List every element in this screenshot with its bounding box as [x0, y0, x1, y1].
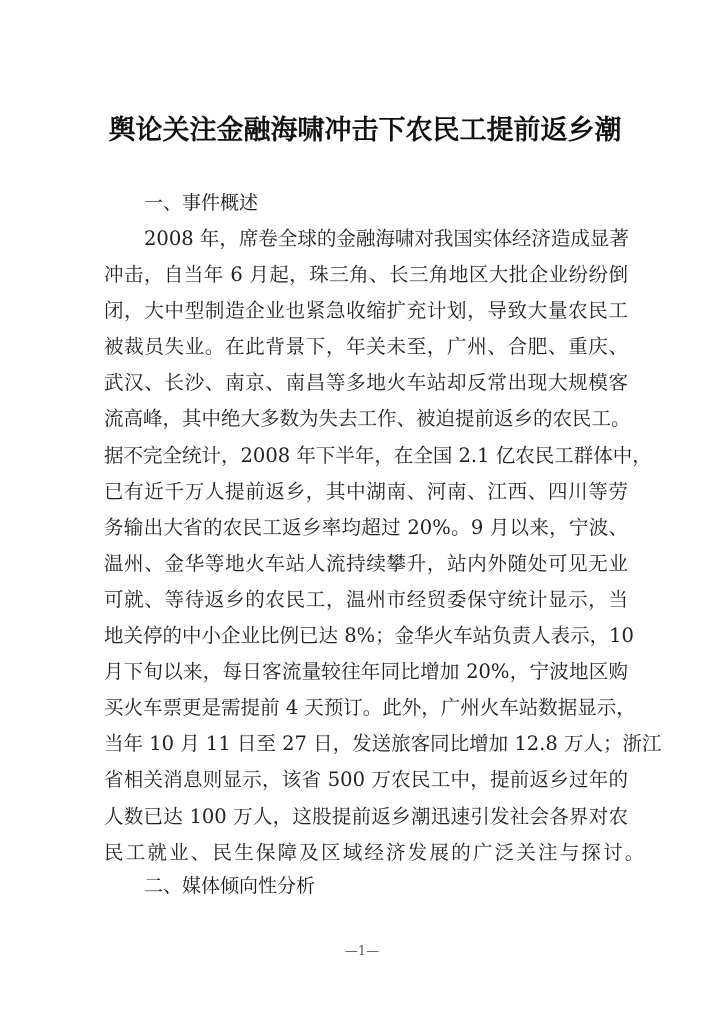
- paragraph-line: 人数已达 100 万人，这股提前返乡潮迅速引发社会各界对农: [104, 804, 628, 828]
- paragraph-line: 地关停的中小企业比例已达 8%；金华火车站负责人表示，10: [104, 624, 634, 648]
- paragraph-line: 已有近千万人提前返乡，其中湖南、河南、江西、四川等劳: [104, 479, 628, 503]
- paragraph-line: 流高峰，其中绝大多数为失去工作、被迫提前返乡的农民工。: [104, 407, 631, 431]
- paragraph-line: 当年 10 月 11 日至 27 日，发送旅客同比增加 12.8 万人；浙江: [104, 732, 662, 756]
- paragraph-line: 冲击，自当年 6 月起，珠三角、长三角地区大批企业纷纷倒: [104, 263, 628, 287]
- page-number: —1—: [344, 944, 380, 959]
- paragraph-line: 省相关消息则显示，该省 500 万农民工中，提前返乡过年的: [104, 768, 628, 792]
- paragraph-line: 民工就业、民生保障及区域经济发展的广泛关注与探讨。: [104, 840, 647, 864]
- paragraph-line: 武汉、长沙、南京、南昌等多地火车站却反常出现大规模客: [104, 371, 628, 395]
- section-heading-overview: 一、事件概述: [144, 192, 259, 214]
- paragraph-line: 据不完全统计，2008 年下半年，在全国 2.1 亿农民工群体中，: [104, 443, 652, 467]
- paragraph-line: 买火车票更是需提前 4 天预订。此外，广州火车站数据显示，: [104, 696, 636, 720]
- paragraph-line: 闭，大中型制造企业也紧急收缩扩充计划，导致大量农民工: [104, 299, 628, 323]
- paragraph-line: 被裁员失业。在此背景下，年关未至，广州、合肥、重庆、: [104, 335, 628, 359]
- section-paragraph-overview: [104, 221, 662, 871]
- paragraph-line: 2008 年，席卷全球的金融海啸对我国实体经济造成显著: [144, 227, 629, 250]
- paragraph-line: 务输出大省的农民工返乡率均超过 20%。9 月以来，宁波、: [104, 515, 628, 539]
- paragraph-line: 可就、等待返乡的农民工，温州市经贸委保守统计显示，当: [104, 587, 628, 611]
- section-heading-media-analysis: 二、媒体倾向性分析: [144, 875, 316, 897]
- paragraph-line: 温州、金华等地火车站人流持续攀升，站内外随处可见无业: [104, 551, 628, 575]
- document-title: 舆论关注金融海啸冲击下农民工提前返乡潮: [108, 115, 622, 146]
- paragraph-line: 月下旬以来，每日客流量较往年同比增加 20%，宁波地区购: [104, 660, 628, 684]
